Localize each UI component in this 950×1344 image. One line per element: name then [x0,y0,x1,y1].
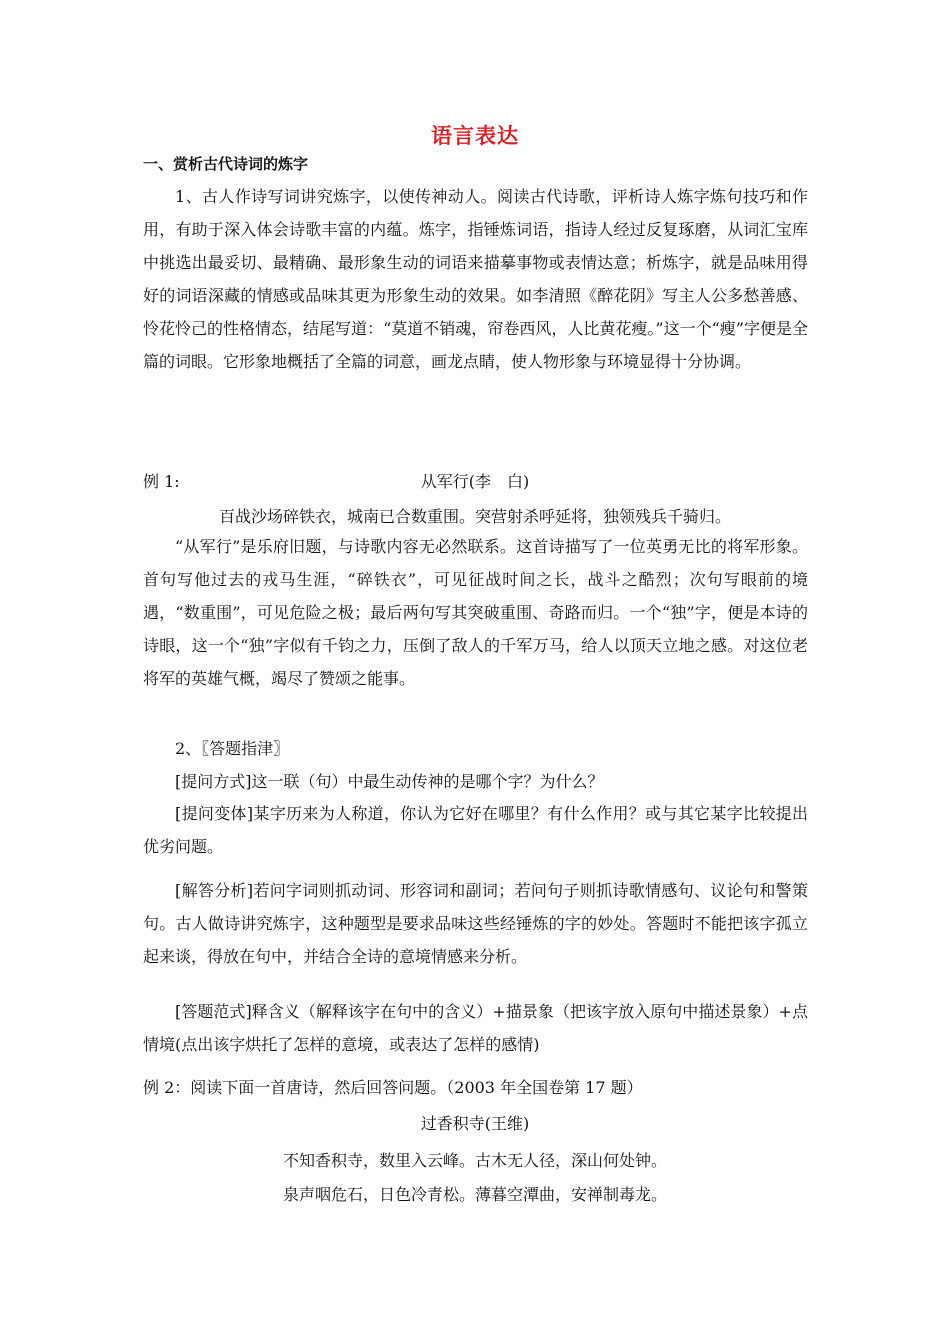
example2-poem-title: 过香积寺(王维) [420,1114,530,1133]
guide-heading: 2、〖答题指津〗 [175,739,290,758]
example2-poem-line-1: 不知香积寺，数里入云峰。古木无人径，深山何处钟。 [282,1151,667,1170]
section-heading: 一、赏析古代诗词的炼字 [143,155,309,173]
question-form: [提问方式]这一联（句）中最生动传神的是哪个字？为什么？ [175,772,604,791]
question-variant: [提问变体]某字历来为人称道，你认为它好在哪里？有什么作用？或与其它某字比较提出优劣问题。 [143,804,808,856]
answer-template: [答题范式]释含义（解释该字在句中的含义）+描景象（把该字放入原句中描述景象）+点情境(点出该字烘托了怎样的意境，或表达了怎样的感情) [143,1002,808,1054]
example1-poem-title: 从军行(李 白) [420,472,530,491]
example2-poem-line-2: 泉声咽危石，日色冷青松。薄暮空潭曲，安禅制毒龙。 [282,1185,667,1204]
intro-paragraph: 1、古人作诗写词讲究炼字，以使传神动人。阅读古代诗歌，评析诗人炼字炼句技巧和作用，有助于深入体会诗歌丰富的内蕴。炼字，指锤炼词语，指诗人经过反复琢磨，从词汇宝库中挑选出最妥切、最精确、最形象生动的词语来描摹事物或表情达意；析炼字，就是品味用得好的词语深藏的情感或品味其更为形象生动的效果。如李清照《醉花阴》写主人公多愁善感、怜花怜己的性格情态，结尾写道：“莫道不销魂，帘卷西风，人比黄花瘦。”这一个“瘦”字便是全篇的词眼。它形象地概括了全篇的词意，画龙点睛，使人物形象与环境显得十分协调。 [143,187,808,371]
answer-analysis: [解答分析]若问字词则抓动词、形容词和副词；若问句子则抓诗歌情感句、议论句和警策句。古人做诗讲究炼字，这种题型是要求品味这些经锤炼的字的妙处。答题时不能把该字孤立起来谈，得放在句中，并结合全诗的意境情感来分析。 [143,881,808,966]
document-title: 语言表达 [431,124,519,148]
example1-label: 例 1: [143,472,180,491]
example1-analysis: “从军行”是乐府旧题，与诗歌内容无必然联系。这首诗描写了一位英勇无比的将军形象。首句写他过去的戎马生涯，“碎铁衣”，可见征战时间之长，战斗之酷烈；次句写眼前的境遇，“数重围”，可见危险之极；最后两句写其突破重围、奇路而归。一个“独”字，便是本诗的诗眼，这一个“独”字似有千钧之力，压倒了敌人的千军万马，给人以顶天立地之感。对这位老将军的英雄气概，竭尽了赞颂之能事。 [143,537,808,688]
example1-poem: 百战沙场碎铁衣，城南已合数重围。突营射杀呼延将，独领残兵千骑归。 [218,507,731,526]
example2-intro: 例 2：阅读下面一首唐诗，然后回答问题。（2003 年全国卷第 17 题） [143,1078,643,1097]
